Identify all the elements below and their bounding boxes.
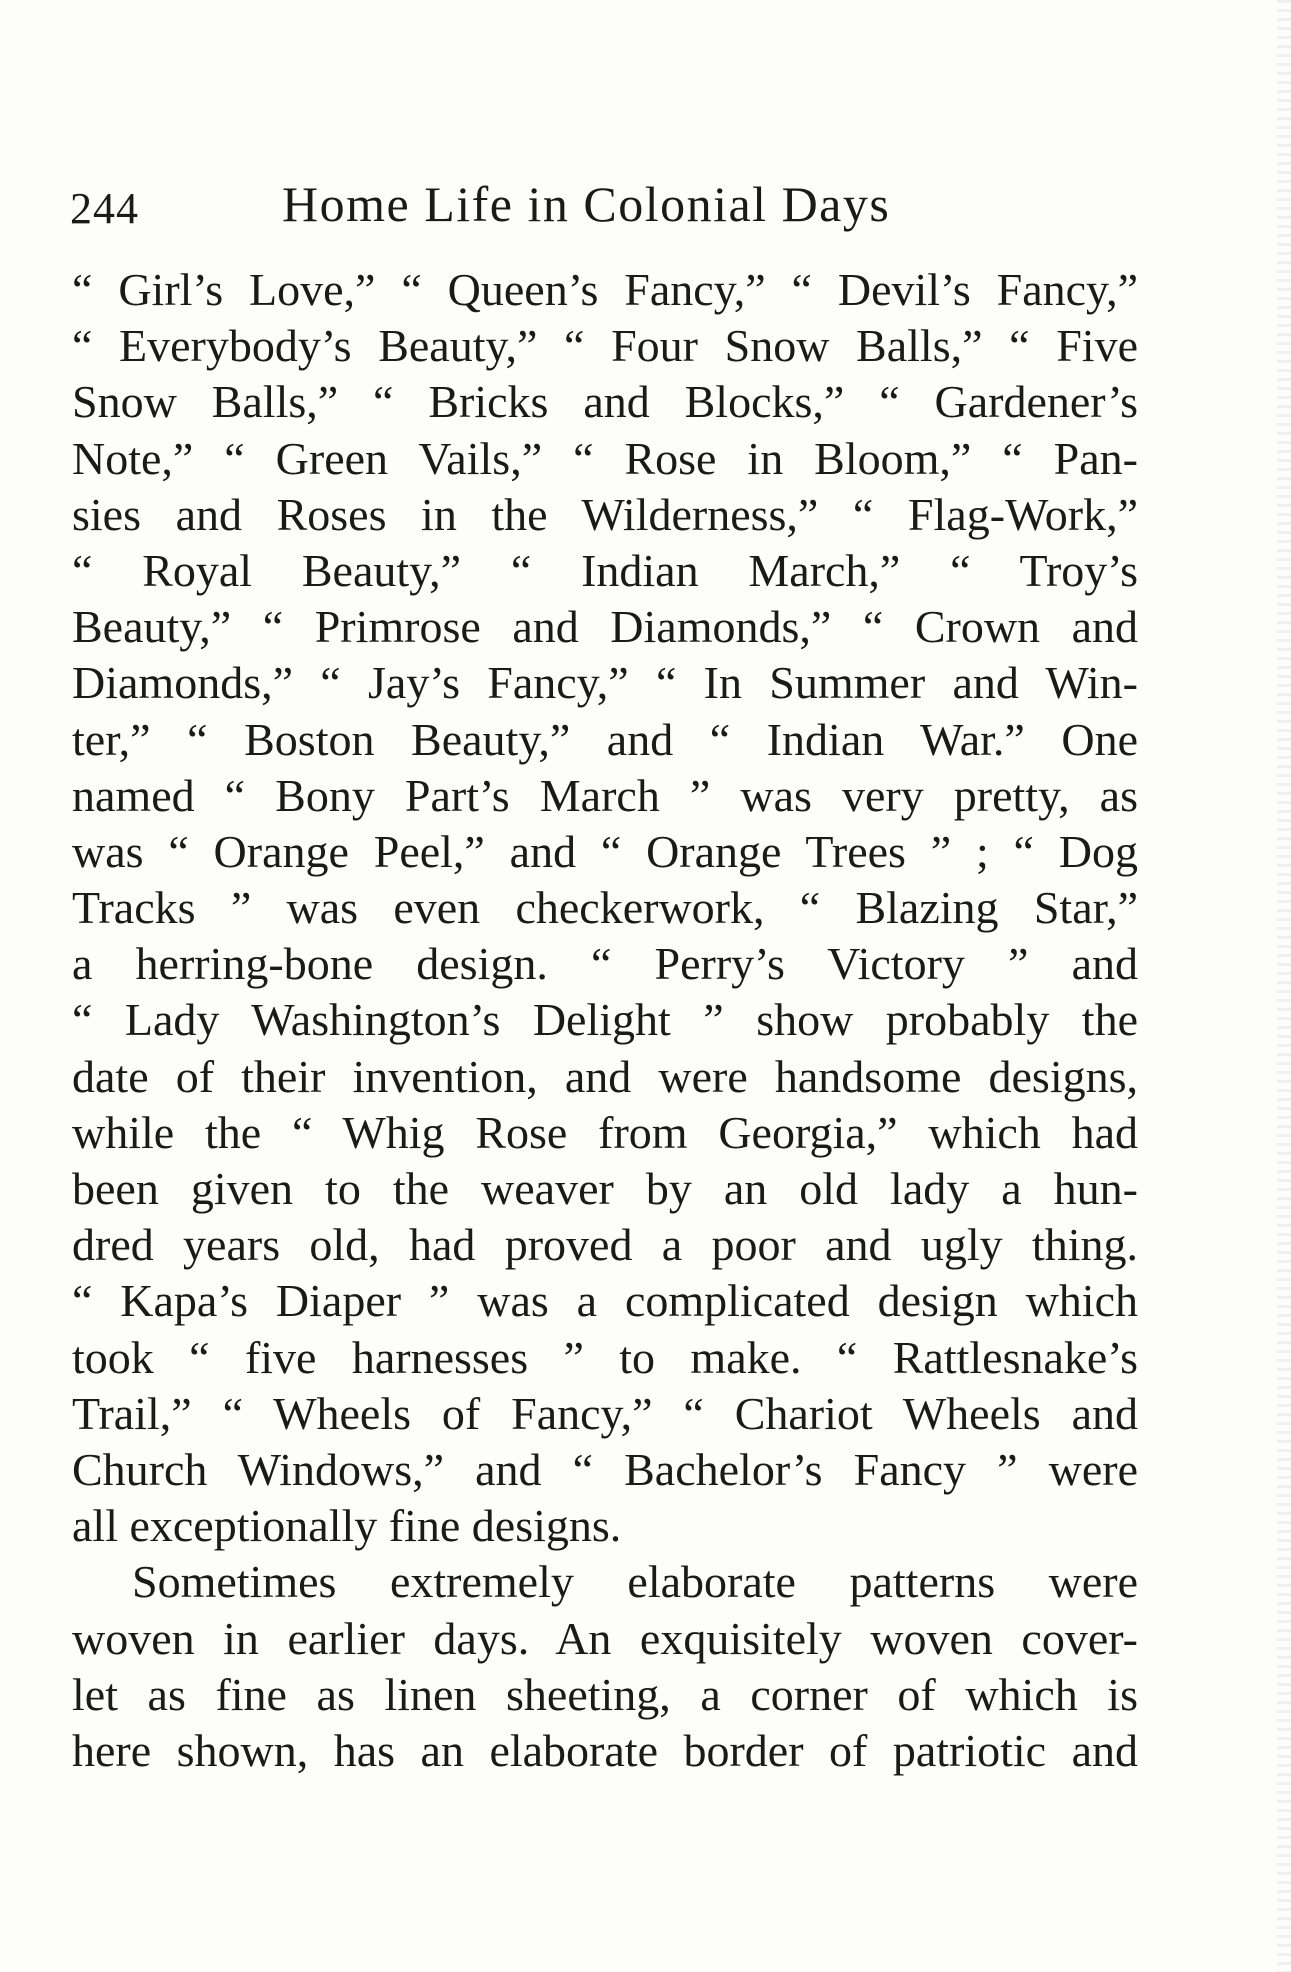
text-line: date of their invention, and were handsome designs, bbox=[72, 1050, 1138, 1102]
text-line: let as fine as linen sheeting, a corner of which is bbox=[72, 1668, 1138, 1720]
text-line: Sometimes extremely elaborate patterns were bbox=[132, 1556, 1138, 1608]
text-line: while the “ Whig Rose from Georgia,” which had bbox=[72, 1106, 1138, 1158]
text-line: dred years old, had proved a poor and ugly thing. bbox=[72, 1219, 1138, 1271]
text-line: was “ Orange Peel,” and “ Orange Trees ” ; “ Dog bbox=[72, 825, 1138, 877]
text-line: “ Lady Washington’s Delight ” show probably the bbox=[72, 994, 1138, 1046]
paragraph-1 bbox=[72, 262, 1138, 1554]
text-line: took “ five harnesses ” to make. “ Rattlesnake’s bbox=[72, 1331, 1138, 1383]
text-line: ter,” “ Boston Beauty,” and “ Indian War.” One bbox=[72, 713, 1138, 765]
text-line: “ Girl’s Love,” “ Queen’s Fancy,” “ Devil’s Fancy,” bbox=[72, 264, 1138, 315]
text-line: “ Everybody’s Beauty,” “ Four Snow Balls,” “ Five bbox=[72, 320, 1138, 372]
page-number: 244 bbox=[70, 184, 139, 233]
text-line: Snow Balls,” “ Bricks and Blocks,” “ Gardener’s bbox=[72, 376, 1138, 428]
text-line: Diamonds,” “ Jay’s Fancy,” “ In Summer and Win- bbox=[72, 657, 1138, 709]
text-line: woven in earlier days. An exquisitely woven cover- bbox=[72, 1612, 1138, 1664]
text-line: here shown, has an elaborate border of patriotic and bbox=[72, 1724, 1138, 1776]
text-line: “ Kapa’s Diaper ” was a complicated design which bbox=[72, 1275, 1138, 1327]
paragraph-2 bbox=[72, 1554, 1138, 1779]
text-line: sies and Roses in the Wilderness,” “ Flag-Work,” bbox=[72, 488, 1138, 540]
text-line: a herring-bone design. “ Perry’s Victory ” and bbox=[72, 938, 1138, 990]
text-line: all exceptionally fine designs. bbox=[72, 1500, 622, 1552]
text-line: Church Windows,” and “ Bachelor’s Fancy ” were bbox=[72, 1443, 1138, 1495]
text-line: Trail,” “ Wheels of Fancy,” “ Chariot Wheels and bbox=[72, 1387, 1138, 1439]
page-header bbox=[70, 175, 1130, 235]
text-line: Tracks ” was even checkerwork, “ Blazing Star,” bbox=[72, 882, 1138, 934]
text-line: “ Royal Beauty,” “ Indian March,” “ Troy’s bbox=[72, 544, 1138, 596]
page-edge-gutter bbox=[1277, 0, 1291, 1972]
running-title: Home Life in Colonial Days bbox=[282, 176, 891, 232]
body-text bbox=[72, 262, 1138, 1779]
text-line: Note,” “ Green Vails,” “ Rose in Bloom,” “ Pan- bbox=[72, 432, 1138, 484]
text-line: been given to the weaver by an old lady a hun- bbox=[72, 1163, 1138, 1214]
text-line: Beauty,” “ Primrose and Diamonds,” “ Crown and bbox=[72, 601, 1138, 653]
text-line: named “ Bony Part’s March ” was very pretty, as bbox=[72, 769, 1138, 821]
